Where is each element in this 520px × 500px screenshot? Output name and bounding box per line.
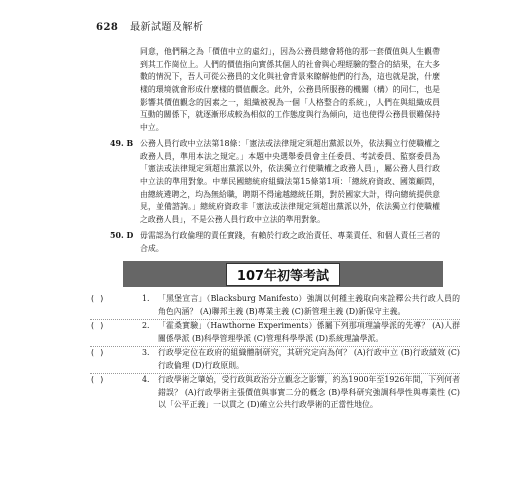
question-number: 2. xyxy=(142,321,150,330)
question-text: 行政學定位在政府的組織體制研究，其研究定向為何？ (A)行政中立 (B)行政績效 (C)行政倫理 (D)行政原則。 xyxy=(158,348,460,370)
intro-paragraph: 同意，他們稱之為「價值中立的虛幻」，因為公務員總會將他的那一套價值與人生觀帶到其工作崗位上。人們的價值指向實係其個人的社會與心理經驗的整合的結果，在大多數的情況下，吾人可從公務員的文化與社會背景來瞭解他們的行為，這也就是說，什麼樣的環境就會形成什麼樣的價值觀念。此外，公務員所服務的機關（構）的同仁，也是影響其價值觀念的因素之一，組織被視為一個「人格整合的系統」，人們在與組織成員互動的關係下，就逐漸形成較為相似的工作態度與行為傾向，這也使得公務員很難保持中立。 xyxy=(140,47,440,132)
section-banner xyxy=(123,261,443,287)
answer-explanation: 毋需認為行政倫理的責任實踐，有賴於行政之政治責任、專業責任、和個人責任三者的合成。 xyxy=(140,231,440,253)
question-item xyxy=(90,320,460,345)
question-text: 「霍桑實驗」（Hawthorne Experiments）係屬下列那項理論學派的先導？ (A)人群關係學派 (B)科學管理學派 (C)管理科學學派 (D)系統理論學派。 xyxy=(158,321,460,343)
answer-item xyxy=(110,230,440,255)
question-item xyxy=(90,374,460,412)
section-title: 107年初等考試 xyxy=(226,263,340,286)
question-divider xyxy=(90,319,460,320)
answer-number: 50. D xyxy=(110,231,134,240)
question-text: 「黑堡宣言」（Blacksburg Manifesto）強調以何種主義取向來詮釋公共行政人員的角色內涵？ (A)聯邦主義 (B)專業主義 (C)新管理主義 (D)新保守主義。 xyxy=(158,294,460,316)
answer-item xyxy=(110,138,440,227)
answer-explanation: 公務人員行政中立法第18條：「憲法或法律規定須超出黨派以外，依法獨立行使職權之政務人員，準用本法之規定。」本題中央選舉委員會主任委員、考試委員、監察委員為「憲法或法律規定須超出黨派以外，依法獨立行使職權之政務人員」，屬公務人員行政中立法的準用對象。中華民國總統府組織法第15條第1項：「總統府資政、國策顧問，由總統遴聘之，均為無給職，聘期不得逾越總統任期，對於國家大計，得向總統提供意見，並備諮詢。」總統府資政非「憲法或法律規定須超出黨派以外，依法獨立行使職權之政務人員」，不是公務人員行政中立法的準用對象。 xyxy=(140,139,440,224)
question-divider xyxy=(90,373,460,374)
answer-blank: ( ) xyxy=(90,294,105,303)
answer-number: 49. B xyxy=(110,139,134,148)
question-divider xyxy=(90,346,460,347)
answer-blank: ( ) xyxy=(90,348,105,357)
page-header-title: 最新試題及解析 xyxy=(130,22,204,33)
page-header xyxy=(96,18,204,33)
answer-blank: ( ) xyxy=(90,375,105,384)
answer-blank: ( ) xyxy=(90,321,105,330)
question-number: 1. xyxy=(142,294,150,303)
question-item xyxy=(90,293,460,318)
question-number: 3. xyxy=(142,348,150,357)
question-number: 4. xyxy=(142,375,150,384)
question-item xyxy=(90,347,460,372)
question-text: 行政學術之肇始，受行政與政治分立觀念之影響，約為1900年至1926年間，下列何者錯誤？ (A)行政學術主張價值與事實二分的概念 (B)學科研究強調科學性與專業性 (C)以「公平正義」一以貫之 (D)確立公共行政學術的正當性地位。 xyxy=(158,375,460,410)
page-number: 628 xyxy=(96,22,119,33)
